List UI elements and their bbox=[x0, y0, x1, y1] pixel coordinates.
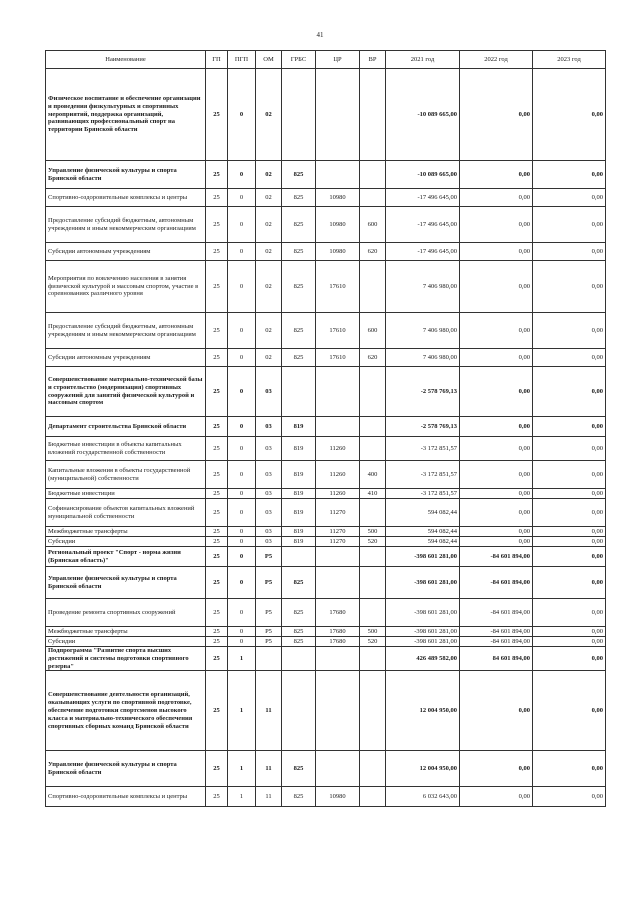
table-row bbox=[46, 599, 606, 627]
cell-vr bbox=[360, 647, 386, 671]
cell-om: 02 bbox=[256, 189, 282, 207]
cell-cr: 17610 bbox=[316, 349, 360, 367]
cell-name: Подпрограмма "Развитие спорта высших достижений и системы подготовки спортивного резерва" bbox=[46, 647, 206, 671]
table-row bbox=[46, 207, 606, 243]
cell-2021: -10 089 665,00 bbox=[386, 161, 460, 189]
cell-grbs: 825 bbox=[282, 627, 316, 637]
cell-vr bbox=[360, 599, 386, 627]
cell-cr: 17680 bbox=[316, 599, 360, 627]
cell-pgp: 0 bbox=[228, 161, 256, 189]
cell-cr: 11270 bbox=[316, 537, 360, 547]
cell-name: Совершенствование деятельности организаций, оказывающих услуги по спортивной подготовке, обеспечение подготовки спортсменов высокого класса и материально-технического обеспечения спортивных сборных команд Брянской области bbox=[46, 671, 206, 751]
cell-pgp: 0 bbox=[228, 261, 256, 313]
cell-om: P5 bbox=[256, 637, 282, 647]
cell-2021: -2 578 769,13 bbox=[386, 367, 460, 417]
cell-om: 02 bbox=[256, 69, 282, 161]
cell-pgp: 0 bbox=[228, 243, 256, 261]
cell-grbs: 825 bbox=[282, 189, 316, 207]
cell-2023: 0,00 bbox=[533, 349, 606, 367]
cell-2022: 0,00 bbox=[460, 437, 533, 461]
cell-cr: 11270 bbox=[316, 527, 360, 537]
cell-vr bbox=[360, 417, 386, 437]
cell-2023: 0,00 bbox=[533, 417, 606, 437]
cell-2021: -3 172 851,57 bbox=[386, 437, 460, 461]
cell-grbs: 825 bbox=[282, 349, 316, 367]
cell-2021: 12 004 950,00 bbox=[386, 671, 460, 751]
cell-gp: 25 bbox=[206, 547, 228, 567]
table-row bbox=[46, 437, 606, 461]
cell-om: 02 bbox=[256, 161, 282, 189]
cell-2023: 0,00 bbox=[533, 461, 606, 489]
cell-gp: 25 bbox=[206, 69, 228, 161]
cell-gp: 25 bbox=[206, 243, 228, 261]
cell-vr: 600 bbox=[360, 313, 386, 349]
cell-gp: 25 bbox=[206, 261, 228, 313]
page-number: 41 bbox=[316, 31, 324, 39]
cell-cr bbox=[316, 161, 360, 189]
cell-vr bbox=[360, 751, 386, 787]
cell-vr bbox=[360, 161, 386, 189]
table-row bbox=[46, 243, 606, 261]
cell-om: 11 bbox=[256, 787, 282, 807]
cell-name: Управление физической культуры и спорта Брянской области bbox=[46, 161, 206, 189]
cell-2022: 84 601 894,00 bbox=[460, 647, 533, 671]
table-header-row bbox=[46, 51, 606, 69]
cell-2021: 12 004 950,00 bbox=[386, 751, 460, 787]
cell-om: 03 bbox=[256, 537, 282, 547]
cell-om: 03 bbox=[256, 367, 282, 417]
cell-grbs: 825 bbox=[282, 261, 316, 313]
cell-cr bbox=[316, 417, 360, 437]
cell-gp: 25 bbox=[206, 637, 228, 647]
column-header-2023: 2023 год bbox=[533, 51, 606, 69]
cell-cr: 17610 bbox=[316, 261, 360, 313]
cell-2022: 0,00 bbox=[460, 537, 533, 547]
cell-2021: -3 172 851,57 bbox=[386, 489, 460, 499]
cell-2021: -17 496 645,00 bbox=[386, 243, 460, 261]
cell-grbs: 819 bbox=[282, 537, 316, 547]
cell-gp: 25 bbox=[206, 489, 228, 499]
cell-vr: 520 bbox=[360, 637, 386, 647]
cell-om: 03 bbox=[256, 489, 282, 499]
cell-om: 02 bbox=[256, 313, 282, 349]
cell-pgp: 0 bbox=[228, 499, 256, 527]
cell-vr bbox=[360, 189, 386, 207]
cell-name: Субсидии автономным учреждениям bbox=[46, 349, 206, 367]
cell-2021: 594 082,44 bbox=[386, 499, 460, 527]
table-row bbox=[46, 189, 606, 207]
cell-name: Субсидии bbox=[46, 537, 206, 547]
cell-grbs: 825 bbox=[282, 751, 316, 787]
cell-2021: 7 406 980,00 bbox=[386, 261, 460, 313]
cell-grbs: 825 bbox=[282, 567, 316, 599]
cell-2023: 0,00 bbox=[533, 637, 606, 647]
table-row bbox=[46, 787, 606, 807]
cell-grbs: 819 bbox=[282, 417, 316, 437]
cell-grbs bbox=[282, 367, 316, 417]
column-header-cr: ЦР bbox=[316, 51, 360, 69]
cell-cr: 17680 bbox=[316, 627, 360, 637]
table-row bbox=[46, 627, 606, 637]
cell-pgp: 0 bbox=[228, 627, 256, 637]
cell-vr: 500 bbox=[360, 527, 386, 537]
table-row bbox=[46, 567, 606, 599]
cell-pgp: 0 bbox=[228, 417, 256, 437]
cell-2021: 7 406 980,00 bbox=[386, 349, 460, 367]
cell-grbs bbox=[282, 547, 316, 567]
cell-2023: 0,00 bbox=[533, 499, 606, 527]
cell-om: 02 bbox=[256, 349, 282, 367]
cell-2023: 0,00 bbox=[533, 537, 606, 547]
cell-2021: -17 496 645,00 bbox=[386, 189, 460, 207]
cell-2021: -398 601 281,00 bbox=[386, 599, 460, 627]
cell-om: 11 bbox=[256, 671, 282, 751]
cell-2022: 0,00 bbox=[460, 161, 533, 189]
cell-grbs: 825 bbox=[282, 243, 316, 261]
cell-grbs: 819 bbox=[282, 461, 316, 489]
cell-pgp: 1 bbox=[228, 647, 256, 671]
cell-2022: 0,00 bbox=[460, 489, 533, 499]
table-row bbox=[46, 647, 606, 671]
cell-name: Субсидии bbox=[46, 637, 206, 647]
cell-om bbox=[256, 647, 282, 671]
cell-cr bbox=[316, 547, 360, 567]
cell-pgp: 0 bbox=[228, 207, 256, 243]
cell-gp: 25 bbox=[206, 161, 228, 189]
cell-2022: -84 601 894,00 bbox=[460, 599, 533, 627]
table-row bbox=[46, 461, 606, 489]
column-header-pgp: ПГП bbox=[228, 51, 256, 69]
cell-pgp: 0 bbox=[228, 461, 256, 489]
budget-table bbox=[45, 50, 606, 807]
cell-vr bbox=[360, 671, 386, 751]
cell-2022: 0,00 bbox=[460, 417, 533, 437]
cell-pgp: 0 bbox=[228, 367, 256, 417]
cell-cr: 17610 bbox=[316, 313, 360, 349]
cell-2023: 0,00 bbox=[533, 313, 606, 349]
cell-2023: 0,00 bbox=[533, 527, 606, 537]
cell-2023: 0,00 bbox=[533, 671, 606, 751]
cell-2021: 594 082,44 bbox=[386, 537, 460, 547]
cell-om: P5 bbox=[256, 599, 282, 627]
cell-om: 02 bbox=[256, 261, 282, 313]
table-row bbox=[46, 261, 606, 313]
table-row bbox=[46, 547, 606, 567]
cell-om: 03 bbox=[256, 437, 282, 461]
cell-cr: 11260 bbox=[316, 437, 360, 461]
cell-grbs: 819 bbox=[282, 527, 316, 537]
cell-vr: 500 bbox=[360, 627, 386, 637]
cell-2023: 0,00 bbox=[533, 489, 606, 499]
cell-2021: -17 496 645,00 bbox=[386, 207, 460, 243]
cell-gp: 25 bbox=[206, 461, 228, 489]
cell-om: 03 bbox=[256, 461, 282, 489]
cell-vr: 620 bbox=[360, 243, 386, 261]
cell-gp: 25 bbox=[206, 207, 228, 243]
cell-vr: 520 bbox=[360, 537, 386, 547]
cell-name: Бюджетные инвестиции bbox=[46, 489, 206, 499]
table-row bbox=[46, 313, 606, 349]
cell-2021: -398 601 281,00 bbox=[386, 627, 460, 637]
cell-gp: 25 bbox=[206, 599, 228, 627]
cell-grbs: 825 bbox=[282, 207, 316, 243]
cell-om: 03 bbox=[256, 527, 282, 537]
cell-pgp: 0 bbox=[228, 349, 256, 367]
cell-pgp: 0 bbox=[228, 567, 256, 599]
cell-2022: 0,00 bbox=[460, 261, 533, 313]
table-row bbox=[46, 751, 606, 787]
cell-2023: 0,00 bbox=[533, 627, 606, 637]
cell-vr bbox=[360, 261, 386, 313]
cell-om: 02 bbox=[256, 207, 282, 243]
cell-2023: 0,00 bbox=[533, 647, 606, 671]
cell-gp: 25 bbox=[206, 499, 228, 527]
cell-gp: 25 bbox=[206, 417, 228, 437]
cell-cr: 17680 bbox=[316, 637, 360, 647]
cell-vr bbox=[360, 367, 386, 417]
cell-vr: 600 bbox=[360, 207, 386, 243]
cell-vr bbox=[360, 547, 386, 567]
cell-name: Бюджетные инвестиции в объекты капитальных вложений государственной собственности bbox=[46, 437, 206, 461]
cell-pgp: 0 bbox=[228, 547, 256, 567]
table-row bbox=[46, 349, 606, 367]
cell-2022: -84 601 894,00 bbox=[460, 637, 533, 647]
cell-gp: 25 bbox=[206, 537, 228, 547]
cell-2021: -2 578 769,13 bbox=[386, 417, 460, 437]
cell-2022: 0,00 bbox=[460, 207, 533, 243]
column-header-vr: ВР bbox=[360, 51, 386, 69]
cell-om: 11 bbox=[256, 751, 282, 787]
cell-grbs: 819 bbox=[282, 489, 316, 499]
cell-vr: 400 bbox=[360, 461, 386, 489]
cell-cr bbox=[316, 647, 360, 671]
cell-2023: 0,00 bbox=[533, 207, 606, 243]
cell-2023: 0,00 bbox=[533, 161, 606, 189]
column-header-2022: 2022 год bbox=[460, 51, 533, 69]
column-header-name: Наименование bbox=[46, 51, 206, 69]
cell-2022: -84 601 894,00 bbox=[460, 547, 533, 567]
cell-gp: 25 bbox=[206, 527, 228, 537]
cell-2022: -84 601 894,00 bbox=[460, 567, 533, 599]
cell-2022: 0,00 bbox=[460, 499, 533, 527]
cell-name: Субсидии автономным учреждениям bbox=[46, 243, 206, 261]
cell-pgp: 1 bbox=[228, 751, 256, 787]
cell-2022: 0,00 bbox=[460, 671, 533, 751]
cell-cr bbox=[316, 751, 360, 787]
cell-2022: 0,00 bbox=[460, 367, 533, 417]
cell-om: P5 bbox=[256, 627, 282, 637]
cell-2023: 0,00 bbox=[533, 751, 606, 787]
cell-cr bbox=[316, 367, 360, 417]
cell-2022: 0,00 bbox=[460, 787, 533, 807]
cell-pgp: 0 bbox=[228, 313, 256, 349]
cell-name: Предоставление субсидий бюджетным, автономным учреждениям и иным некоммерческим организациям bbox=[46, 207, 206, 243]
cell-2022: 0,00 bbox=[460, 461, 533, 489]
cell-2022: 0,00 bbox=[460, 243, 533, 261]
cell-name: Капитальные вложения в объекты государственной (муниципальной) собственности bbox=[46, 461, 206, 489]
cell-2023: 0,00 bbox=[533, 367, 606, 417]
table-row bbox=[46, 489, 606, 499]
cell-name: Межбюджетные трансферты bbox=[46, 627, 206, 637]
cell-pgp: 0 bbox=[228, 69, 256, 161]
cell-vr bbox=[360, 567, 386, 599]
cell-2023: 0,00 bbox=[533, 189, 606, 207]
cell-pgp: 0 bbox=[228, 599, 256, 627]
cell-om: 02 bbox=[256, 243, 282, 261]
cell-om: 03 bbox=[256, 417, 282, 437]
cell-cr: 10980 bbox=[316, 189, 360, 207]
cell-grbs: 819 bbox=[282, 499, 316, 527]
cell-gp: 25 bbox=[206, 189, 228, 207]
cell-grbs: 819 bbox=[282, 437, 316, 461]
cell-grbs: 825 bbox=[282, 787, 316, 807]
cell-2021: 426 489 582,00 bbox=[386, 647, 460, 671]
cell-gp: 25 bbox=[206, 647, 228, 671]
cell-vr bbox=[360, 437, 386, 461]
cell-gp: 25 bbox=[206, 349, 228, 367]
cell-gp: 25 bbox=[206, 367, 228, 417]
cell-grbs bbox=[282, 671, 316, 751]
cell-2023: 0,00 bbox=[533, 243, 606, 261]
table-row bbox=[46, 527, 606, 537]
cell-2021: -3 172 851,57 bbox=[386, 461, 460, 489]
cell-name: Межбюджетные трансферты bbox=[46, 527, 206, 537]
cell-name: Мероприятия по вовлечению населения в занятия физической культурой и массовым спортом, участие в соревнованиях различного уровня bbox=[46, 261, 206, 313]
cell-gp: 25 bbox=[206, 787, 228, 807]
cell-pgp: 1 bbox=[228, 787, 256, 807]
table-body bbox=[46, 69, 606, 807]
table-row bbox=[46, 367, 606, 417]
cell-cr bbox=[316, 671, 360, 751]
cell-cr: 10980 bbox=[316, 787, 360, 807]
cell-name: Предоставление субсидий бюджетным, автономным учреждениям и иным некоммерческим организациям bbox=[46, 313, 206, 349]
column-header-2021: 2021 год bbox=[386, 51, 460, 69]
cell-2023: 0,00 bbox=[533, 69, 606, 161]
cell-2023: 0,00 bbox=[533, 261, 606, 313]
cell-cr bbox=[316, 567, 360, 599]
cell-cr: 11270 bbox=[316, 499, 360, 527]
cell-gp: 25 bbox=[206, 751, 228, 787]
cell-grbs bbox=[282, 69, 316, 161]
cell-2022: 0,00 bbox=[460, 313, 533, 349]
cell-gp: 25 bbox=[206, 567, 228, 599]
cell-2021: 594 082,44 bbox=[386, 527, 460, 537]
cell-name: Совершенствование материально-технической базы и строительство (модернизация) спортивных сооружений для занятий физической культурой и массовым спортом bbox=[46, 367, 206, 417]
cell-cr: 11260 bbox=[316, 489, 360, 499]
cell-2021: -10 089 665,00 bbox=[386, 69, 460, 161]
cell-cr bbox=[316, 69, 360, 161]
cell-pgp: 0 bbox=[228, 189, 256, 207]
cell-vr: 410 bbox=[360, 489, 386, 499]
table-row bbox=[46, 499, 606, 527]
cell-cr: 11260 bbox=[316, 461, 360, 489]
cell-gp: 25 bbox=[206, 437, 228, 461]
table-row bbox=[46, 161, 606, 189]
cell-name: Проведение ремонта спортивных сооружений bbox=[46, 599, 206, 627]
cell-pgp: 0 bbox=[228, 537, 256, 547]
column-header-om: ОМ bbox=[256, 51, 282, 69]
cell-2021: 7 406 980,00 bbox=[386, 313, 460, 349]
cell-name: Управление физической культуры и спорта Брянской области bbox=[46, 751, 206, 787]
table-row bbox=[46, 69, 606, 161]
cell-vr bbox=[360, 499, 386, 527]
cell-name: Департамент строительства Брянской области bbox=[46, 417, 206, 437]
cell-name: Управление физической культуры и спорта Брянской области bbox=[46, 567, 206, 599]
cell-2022: 0,00 bbox=[460, 189, 533, 207]
cell-name: Софинансирование объектов капитальных вложений муниципальной собственности bbox=[46, 499, 206, 527]
column-header-grbs: ГРБС bbox=[282, 51, 316, 69]
cell-2022: 0,00 bbox=[460, 527, 533, 537]
cell-name: Физическое воспитание и обеспечение организации и проведения физкультурных и спортивных мероприятий, поддержка организаций, развивающих профессиональный спорт на территории Брянской области bbox=[46, 69, 206, 161]
cell-2022: 0,00 bbox=[460, 69, 533, 161]
cell-2023: 0,00 bbox=[533, 547, 606, 567]
cell-grbs: 825 bbox=[282, 161, 316, 189]
cell-gp: 25 bbox=[206, 313, 228, 349]
cell-name: Спортивно-оздоровительные комплексы и центры bbox=[46, 189, 206, 207]
cell-vr bbox=[360, 69, 386, 161]
cell-2021: -398 601 281,00 bbox=[386, 637, 460, 647]
cell-pgp: 1 bbox=[228, 671, 256, 751]
cell-vr bbox=[360, 787, 386, 807]
cell-gp: 25 bbox=[206, 627, 228, 637]
table-row bbox=[46, 671, 606, 751]
cell-grbs: 825 bbox=[282, 313, 316, 349]
cell-pgp: 0 bbox=[228, 489, 256, 499]
cell-om: P5 bbox=[256, 567, 282, 599]
cell-2021: -398 601 281,00 bbox=[386, 567, 460, 599]
cell-2022: -84 601 894,00 bbox=[460, 627, 533, 637]
cell-2023: 0,00 bbox=[533, 437, 606, 461]
cell-2023: 0,00 bbox=[533, 787, 606, 807]
cell-name: Региональный проект "Спорт - норма жизни (Брянская область)" bbox=[46, 547, 206, 567]
cell-grbs bbox=[282, 647, 316, 671]
cell-vr: 620 bbox=[360, 349, 386, 367]
cell-cr: 10980 bbox=[316, 243, 360, 261]
cell-om: 03 bbox=[256, 499, 282, 527]
cell-2021: -398 601 281,00 bbox=[386, 547, 460, 567]
cell-2022: 0,00 bbox=[460, 751, 533, 787]
cell-2023: 0,00 bbox=[533, 599, 606, 627]
cell-pgp: 0 bbox=[228, 637, 256, 647]
cell-pgp: 0 bbox=[228, 527, 256, 537]
cell-om: P5 bbox=[256, 547, 282, 567]
table-row bbox=[46, 637, 606, 647]
cell-grbs: 825 bbox=[282, 637, 316, 647]
column-header-gp: ГП bbox=[206, 51, 228, 69]
cell-pgp: 0 bbox=[228, 437, 256, 461]
table-row bbox=[46, 417, 606, 437]
cell-2021: 6 032 643,00 bbox=[386, 787, 460, 807]
cell-2023: 0,00 bbox=[533, 567, 606, 599]
cell-gp: 25 bbox=[206, 671, 228, 751]
table-row bbox=[46, 537, 606, 547]
cell-2022: 0,00 bbox=[460, 349, 533, 367]
cell-cr: 10980 bbox=[316, 207, 360, 243]
cell-name: Спортивно-оздоровительные комплексы и центры bbox=[46, 787, 206, 807]
cell-grbs: 825 bbox=[282, 599, 316, 627]
